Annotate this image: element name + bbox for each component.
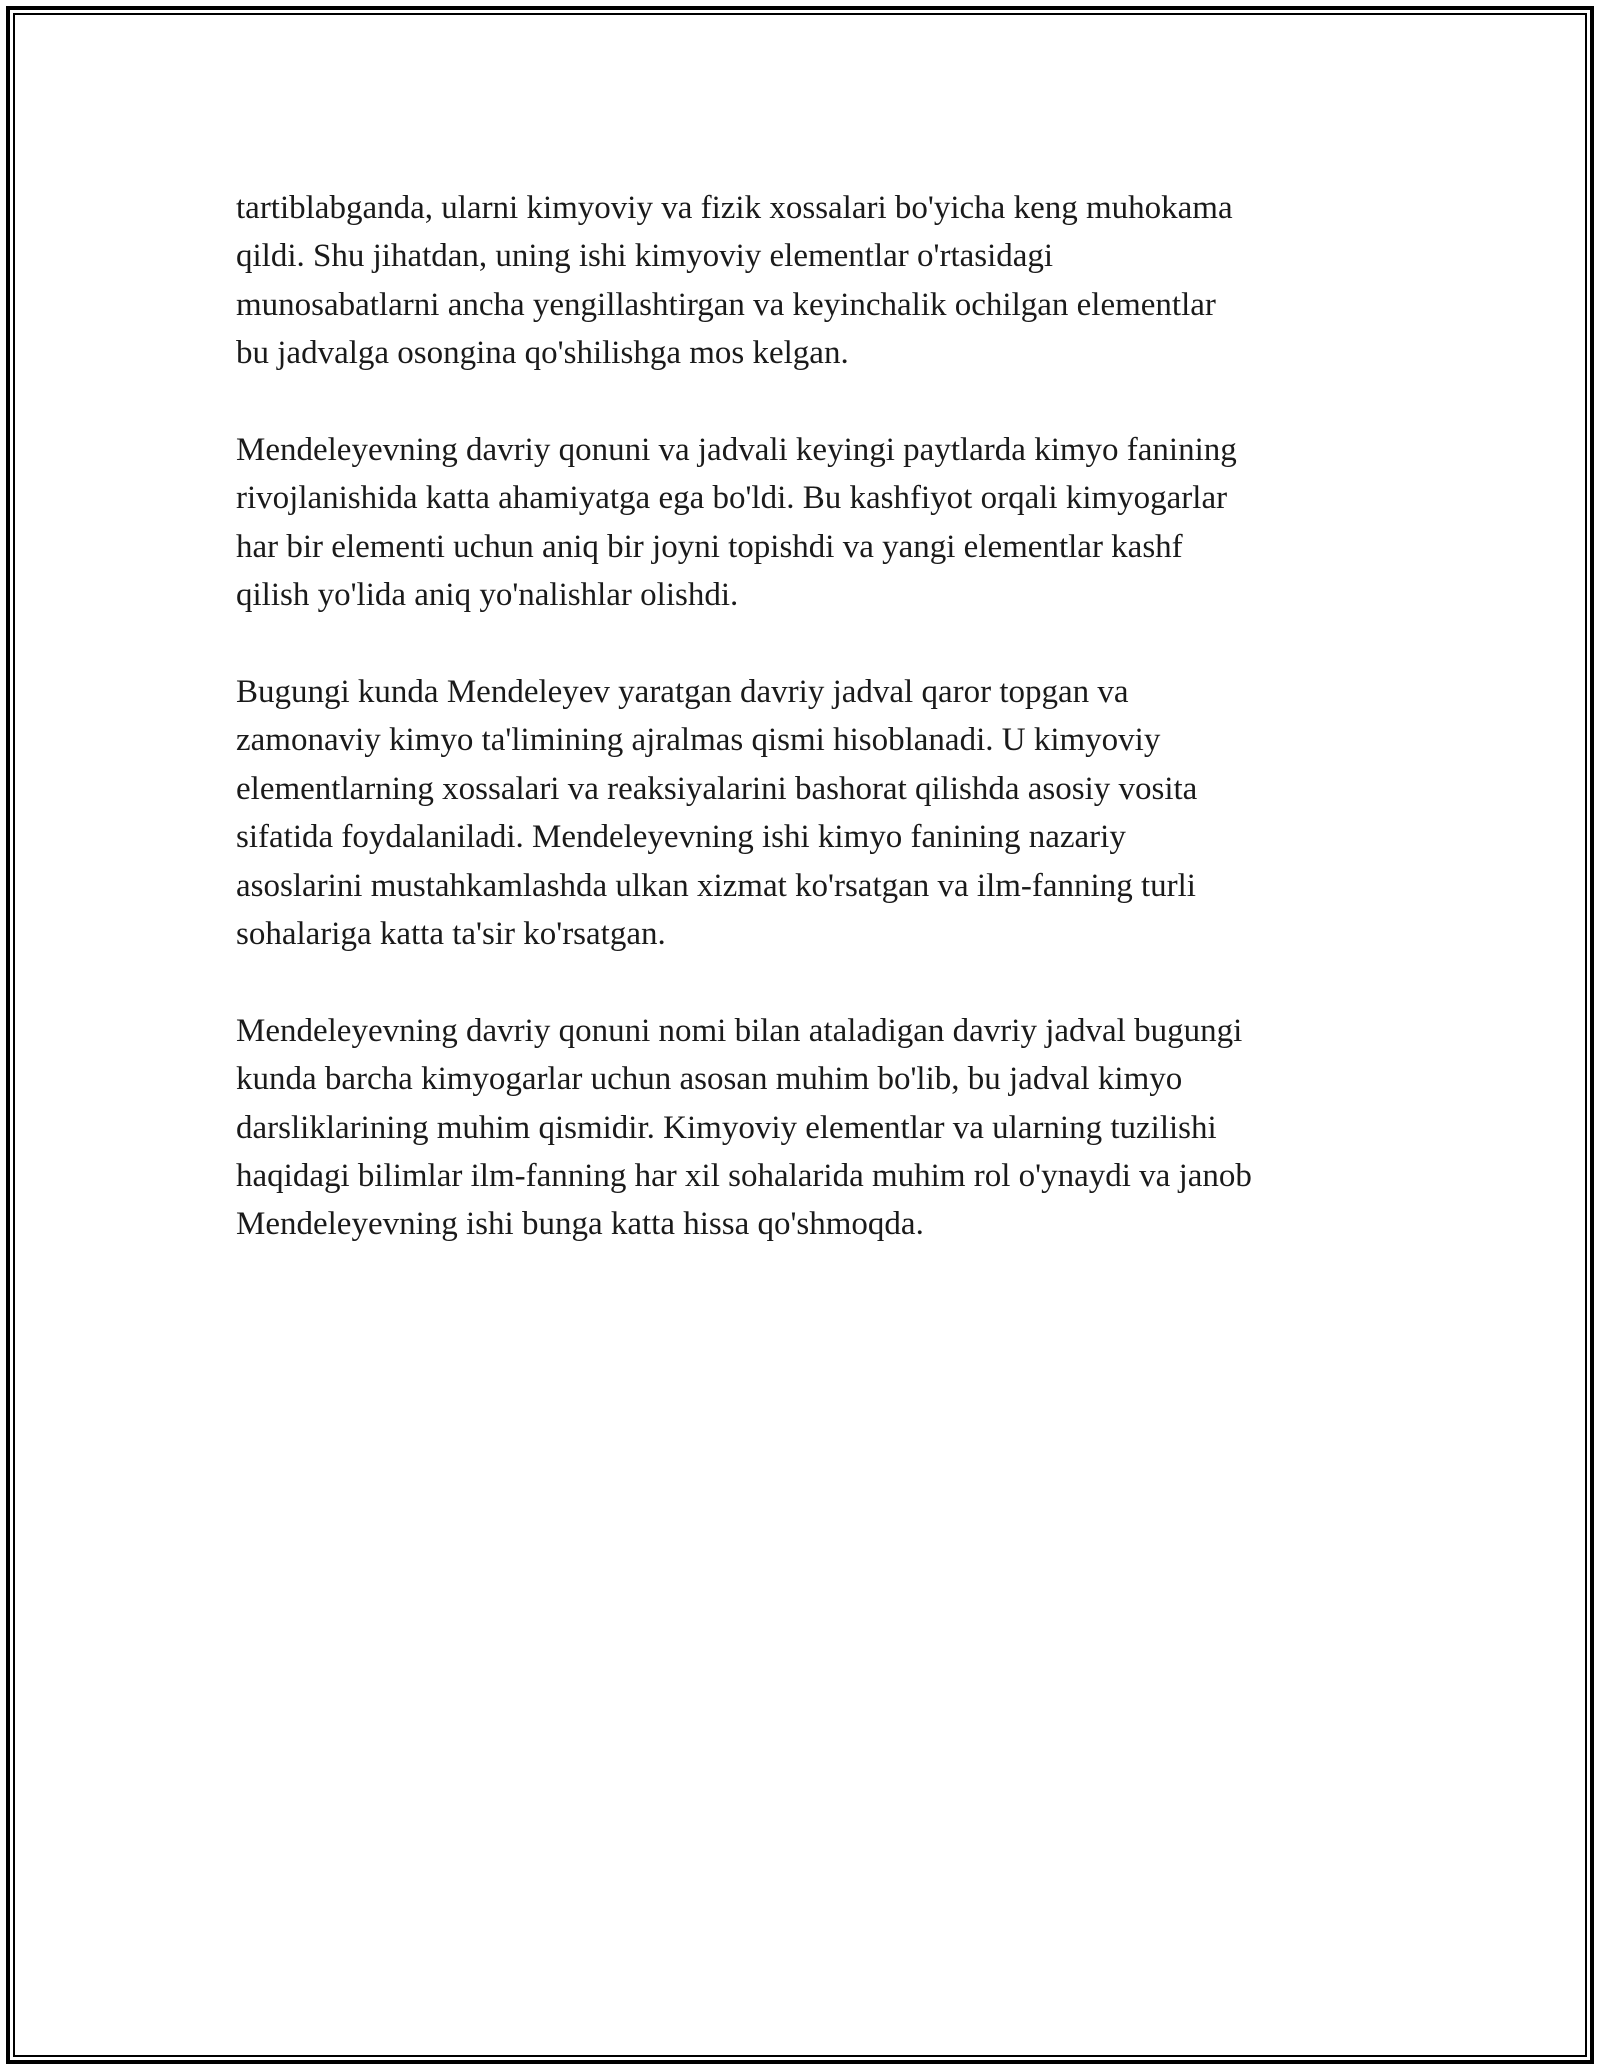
document-body [236, 184, 1396, 1297]
paragraph-1: tartiblabganda, ularni kimyoviy va fizik xossalari bo'yicha keng muhokama qildi. Shu jihatdan, uning ishi kimyoviy elementlar o'rtasidagi munosabatlarni ancha yengillashtirgan va keyinchalik ochilgan elementlar bu jadvalga osongina qo'shilishga mos kelgan. [236, 190, 1233, 372]
paragraph-4: Mendeleyevning davriy qonuni nomi bilan ataladigan davriy jadval bugungi kunda barcha kimyogarlar uchun asosan muhim bo'lib, bu jadval kimyo darsliklarining muhim qismidir. Kimyoviy elementlar va ularning tuzilishi haqidagi bilimlar ilm-fanning har xil sohalarida muhim rol o'ynaydi va janob Mendeleyevning ishi bunga katta hissa qo'shmoqda. [236, 1012, 1252, 1243]
paragraph-3: Bugungi kunda Mendeleyev yaratgan davriy jadval qaror topgan va zamonaviy kimyo ta'limining ajralmas qismi hisoblanadi. U kimyoviy elementlarning xossalari va reaksiyalarini bashorat qilishda asosiy vosita sifatida foydalaniladi. Mendeleyevning ishi kimyo fanining nazariy asoslarini mustahkamlashda ulkan xizmat ko'rsatgan va ilm-fanning turli sohalariga katta ta'sir ko'rsatgan. [236, 674, 1198, 953]
paragraph-2: Mendeleyevning davriy qonuni va jadvali keyingi paytlarda kimyo fanining rivojlanishida katta ahamiyatga ega bo'ldi. Bu kashfiyot orqali kimyogarlar har bir elementi uchun aniq bir joyni topishdi va yangi elementlar kashf qilish yo'lida aniq yo'nalishlar olishdi. [236, 432, 1237, 614]
